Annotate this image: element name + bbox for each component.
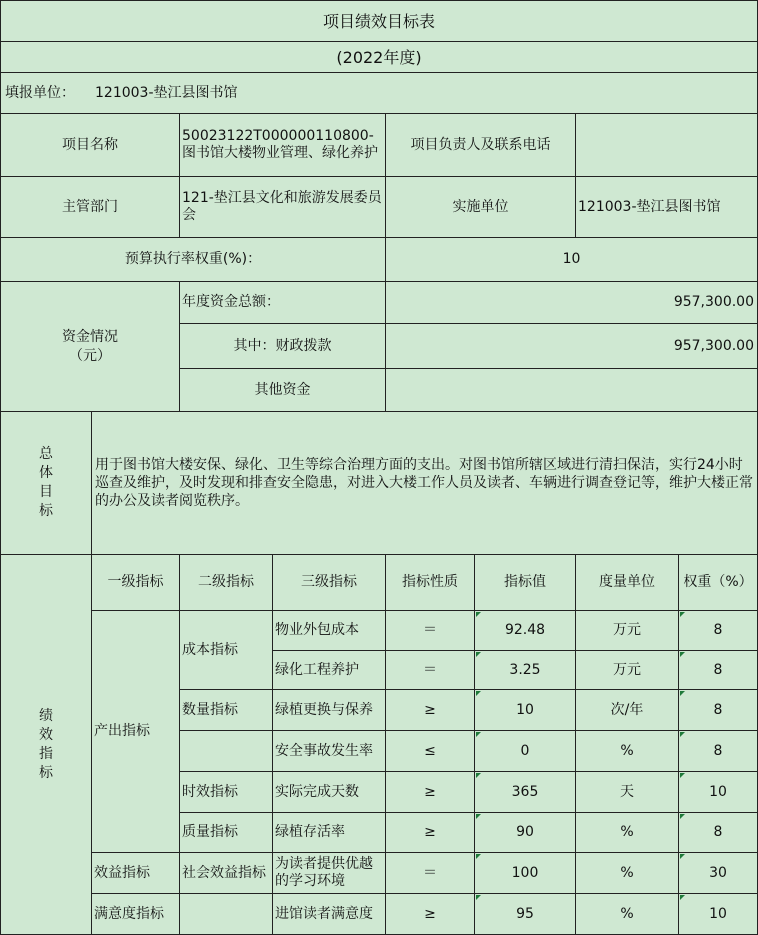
indicator-nature: ≤ <box>386 731 475 772</box>
header-nature: 指标性质 <box>386 555 475 611</box>
overall-goal-text: 用于图书馆大楼安保、绿化、卫生等综合治理方面的支出。对图书馆所辖区域进行清扫保洁，实行24小时巡查及维护，及时发现和排查安全隐患，对进入大楼工作人员及读者、车辆进行调查登记等，维护大楼正常的办公及读者阅览秩序。 <box>92 412 758 555</box>
indicator-name: 安全事故发生率 <box>273 731 386 772</box>
indicator-nature: ＝ <box>386 611 475 651</box>
indicator-value: 0 <box>475 731 576 772</box>
overall-goal-label-char: 目 <box>39 484 53 500</box>
indicator-unit: 天 <box>576 772 679 813</box>
overall-goal-label-char: 体 <box>39 465 53 481</box>
indicator-name: 绿植更换与保养 <box>273 690 386 731</box>
indicators-label-char: 效 <box>39 726 53 743</box>
indicator-weight: 10 <box>679 894 758 935</box>
project-owner-value <box>576 114 758 177</box>
indicator-nature: ≥ <box>386 813 475 853</box>
indicator-weight: 10 <box>679 772 758 813</box>
budget-weight-label: 预算执行率权重(%)： <box>0 238 386 282</box>
indicator-value: 365 <box>475 772 576 813</box>
indicators-label <box>0 555 92 935</box>
level1-benefit: 效益指标 <box>92 853 180 894</box>
indicators-label-char: 绩 <box>39 707 53 724</box>
header-level2: 二级指标 <box>180 555 273 611</box>
header-value: 指标值 <box>475 555 576 611</box>
budget-weight-value: 10 <box>386 238 758 282</box>
level2-social: 社会效益指标 <box>180 853 273 894</box>
header-level3: 三级指标 <box>273 555 386 611</box>
level2-cost: 成本指标 <box>180 611 273 690</box>
indicator-weight: 30 <box>679 853 758 894</box>
department-label: 主管部门 <box>0 177 180 238</box>
indicator-unit: % <box>576 853 679 894</box>
filing-unit-label: 填报单位： <box>5 84 75 101</box>
filing-unit-value: 121003-垫江县图书馆 <box>95 84 238 101</box>
indicator-value: 95 <box>475 894 576 935</box>
project-name-value: 50023122T000000110800-图书馆大楼物业管理、绿化养护 <box>180 114 386 177</box>
indicator-nature: ＝ <box>386 853 475 894</box>
indicator-nature: ≥ <box>386 690 475 731</box>
indicator-weight: 8 <box>679 611 758 651</box>
funds-label <box>0 282 180 412</box>
project-owner-label: 项目负责人及联系电话 <box>386 114 576 177</box>
level2-timeliness: 时效指标 <box>180 772 273 813</box>
indicator-value: 100 <box>475 853 576 894</box>
level2-empty <box>180 731 273 772</box>
indicator-nature: ≥ <box>386 894 475 935</box>
level2-quality: 质量指标 <box>180 813 273 853</box>
funds-label-line1: 资金情况 <box>62 328 118 345</box>
project-name-label: 项目名称 <box>0 114 180 177</box>
header-level1: 一级指标 <box>92 555 180 611</box>
header-weight: 权重（%） <box>679 555 758 611</box>
indicator-name: 物业外包成本 <box>273 611 386 651</box>
indicator-nature: ≥ <box>386 772 475 813</box>
indicator-unit: % <box>576 813 679 853</box>
indicator-weight: 8 <box>679 690 758 731</box>
funds-fiscal-label: 其中：财政拨款 <box>180 324 386 369</box>
indicator-unit: 万元 <box>576 651 679 690</box>
indicator-name: 实际完成天数 <box>273 772 386 813</box>
indicator-name: 绿植存活率 <box>273 813 386 853</box>
indicator-name: 绿化工程养护 <box>273 651 386 690</box>
indicators-label-char: 标 <box>39 764 53 781</box>
level2-quantity: 数量指标 <box>180 690 273 731</box>
indicator-unit: 次/年 <box>576 690 679 731</box>
indicator-value: 92.48 <box>475 611 576 651</box>
indicator-weight: 8 <box>679 813 758 853</box>
indicator-nature: ＝ <box>386 651 475 690</box>
filing-unit-row <box>0 73 758 114</box>
indicator-value: 10 <box>475 690 576 731</box>
header-unit: 度量单位 <box>576 555 679 611</box>
indicator-value: 90 <box>475 813 576 853</box>
indicator-weight: 8 <box>679 651 758 690</box>
funds-other-label: 其他资金 <box>180 369 386 412</box>
indicator-value: 3.25 <box>475 651 576 690</box>
indicators-label-char: 指 <box>39 745 53 762</box>
funds-total-label: 年度资金总额： <box>180 282 386 324</box>
funds-other-value <box>386 369 758 412</box>
table-year: (2022年度) <box>0 42 758 73</box>
overall-goal-label-char: 总 <box>39 446 53 462</box>
implementer-label: 实施单位 <box>386 177 576 238</box>
indicator-unit: % <box>576 731 679 772</box>
table-title: 项目绩效目标表 <box>0 0 758 42</box>
indicator-name: 进馆读者满意度 <box>273 894 386 935</box>
overall-goal-label <box>0 412 92 555</box>
funds-label-line2: （元） <box>69 347 111 364</box>
level2-satisfaction-empty <box>180 894 273 935</box>
overall-goal-label-char: 标 <box>39 503 53 519</box>
indicator-name: 为读者提供优越的学习环境 <box>273 853 386 894</box>
funds-total-value: 957,300.00 <box>386 282 758 324</box>
indicator-unit: 万元 <box>576 611 679 651</box>
implementer-value: 121003-垫江县图书馆 <box>576 177 758 238</box>
level1-satisfaction: 满意度指标 <box>92 894 180 935</box>
indicator-unit: % <box>576 894 679 935</box>
level1-output: 产出指标 <box>92 611 180 853</box>
funds-fiscal-value: 957,300.00 <box>386 324 758 369</box>
indicator-weight: 8 <box>679 731 758 772</box>
department-value: 121-垫江县文化和旅游发展委员会 <box>180 177 386 238</box>
